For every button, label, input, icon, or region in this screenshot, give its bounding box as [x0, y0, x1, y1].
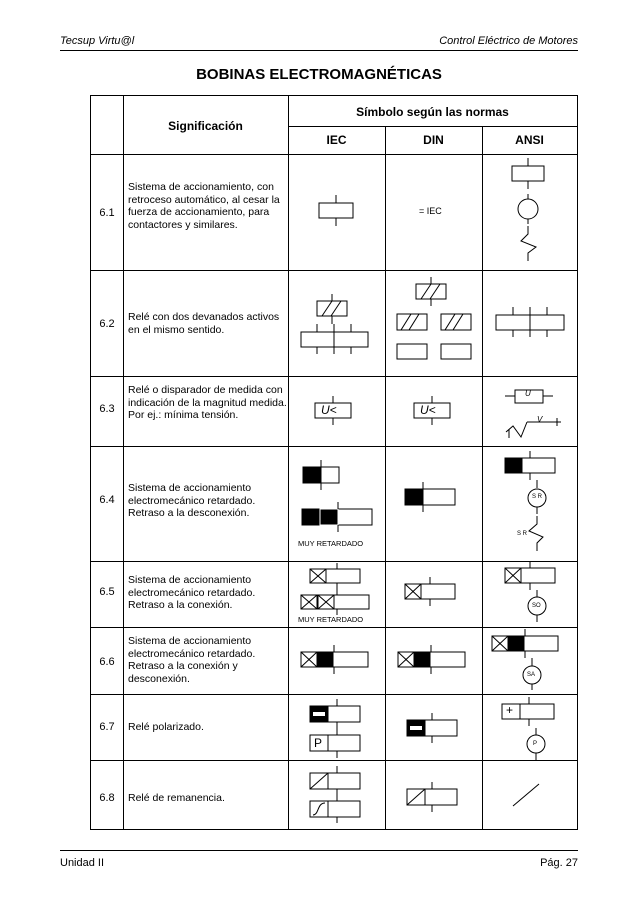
coil-ansi-6-3 [505, 390, 561, 438]
coil-iec-6-2 [301, 294, 368, 354]
symbol-drawings [91, 96, 577, 829]
coil-ansi-6-4 [505, 451, 555, 551]
row-description: Relé o disparador de medida con indicación de la magnitud medida. Por ej.: mínima tensión. [128, 384, 287, 421]
ansi-sa-label: SA [527, 672, 536, 678]
header-ansi: ANSI [515, 133, 544, 147]
coil-din-6-5 [405, 577, 455, 606]
ansi-sr-label: S R [517, 531, 528, 537]
din-u-label: U< [420, 403, 436, 417]
header-meaning: Significación [168, 119, 243, 133]
coil-ansi-6-8 [513, 784, 539, 806]
header-left: Tecsup Virtu@l [60, 35, 135, 47]
row-description: Sistema de accionamiento electromecánico retardado. Retraso a la conexión. [128, 574, 256, 611]
page-header [60, 34, 578, 51]
iec-polarized-p: P [314, 736, 323, 750]
ansi-v-label: V [537, 415, 543, 424]
row-number: 6.2 [99, 318, 115, 330]
header-right: Control Eléctrico de Motores [439, 35, 578, 47]
row-description: Relé polarizado. [128, 721, 204, 733]
row-number: 6.5 [99, 586, 115, 598]
header-din: DIN [423, 133, 444, 147]
row-number: 6.3 [99, 403, 115, 415]
row-description: Sistema de accionamiento electromecánico retardado. Retraso a la conexión y desconexión. [128, 635, 256, 685]
footer-right: Pág. 27 [540, 857, 578, 869]
ansi-u-label: U [525, 389, 531, 398]
coil-din-6-6 [398, 645, 465, 674]
coil-din-6-2 [397, 277, 471, 359]
row-number: 6.6 [99, 656, 115, 668]
row-description: Sistema de accionamiento electromecánico retardado. Retraso a la desconexión. [128, 482, 256, 519]
ansi-p-label: P [533, 741, 538, 747]
iec-very-delayed-label: MUY RETARDADO [298, 615, 364, 624]
coil-iec-6-5 [301, 563, 369, 615]
iec-very-delayed-label: MUY RETARDADO [298, 539, 364, 548]
symbols-table [90, 95, 578, 830]
page-footer [60, 850, 578, 869]
row-number: 6.4 [99, 494, 115, 506]
row-number: 6.8 [99, 792, 115, 804]
coil-ansi-6-5 [505, 561, 555, 622]
header-symbol: Símbolo según las normas [356, 105, 509, 119]
coil-iec-6-1 [319, 195, 353, 226]
page-title: BOBINAS ELECTROMAGNÉTICAS [196, 66, 442, 83]
coil-din-6-8 [407, 782, 457, 812]
coil-din-6-7 [407, 713, 457, 743]
row-description: Relé de remanencia. [128, 792, 225, 804]
row-number: 6.7 [99, 721, 115, 733]
coil-iec-6-6 [301, 645, 368, 674]
coil-iec-6-4 [302, 460, 372, 532]
coil-ansi-6-6 [492, 629, 558, 690]
coil-iec-6-8 [310, 766, 360, 823]
footer-left: Unidad II [60, 857, 105, 869]
coil-din-6-4 [405, 482, 455, 512]
ansi-sr-label: S R [532, 494, 543, 500]
ansi-plus-sign: + [506, 703, 514, 717]
iec-u-label: U< [321, 403, 337, 417]
header-iec: IEC [326, 133, 347, 147]
coil-ansi-6-1 [512, 158, 544, 261]
row-description: Sistema de accionamiento, con retroceso automático, al cesar la fuerza de accionamiento, para contactores y similares. [128, 181, 280, 231]
ansi-so-label: SO [532, 603, 541, 609]
din-equals-iec: = IEC [419, 206, 442, 216]
row-number: 6.1 [99, 207, 115, 219]
coil-ansi-6-2 [496, 307, 564, 337]
row-description: Relé con dos devanados activos en el mismo sentido. [128, 311, 280, 336]
